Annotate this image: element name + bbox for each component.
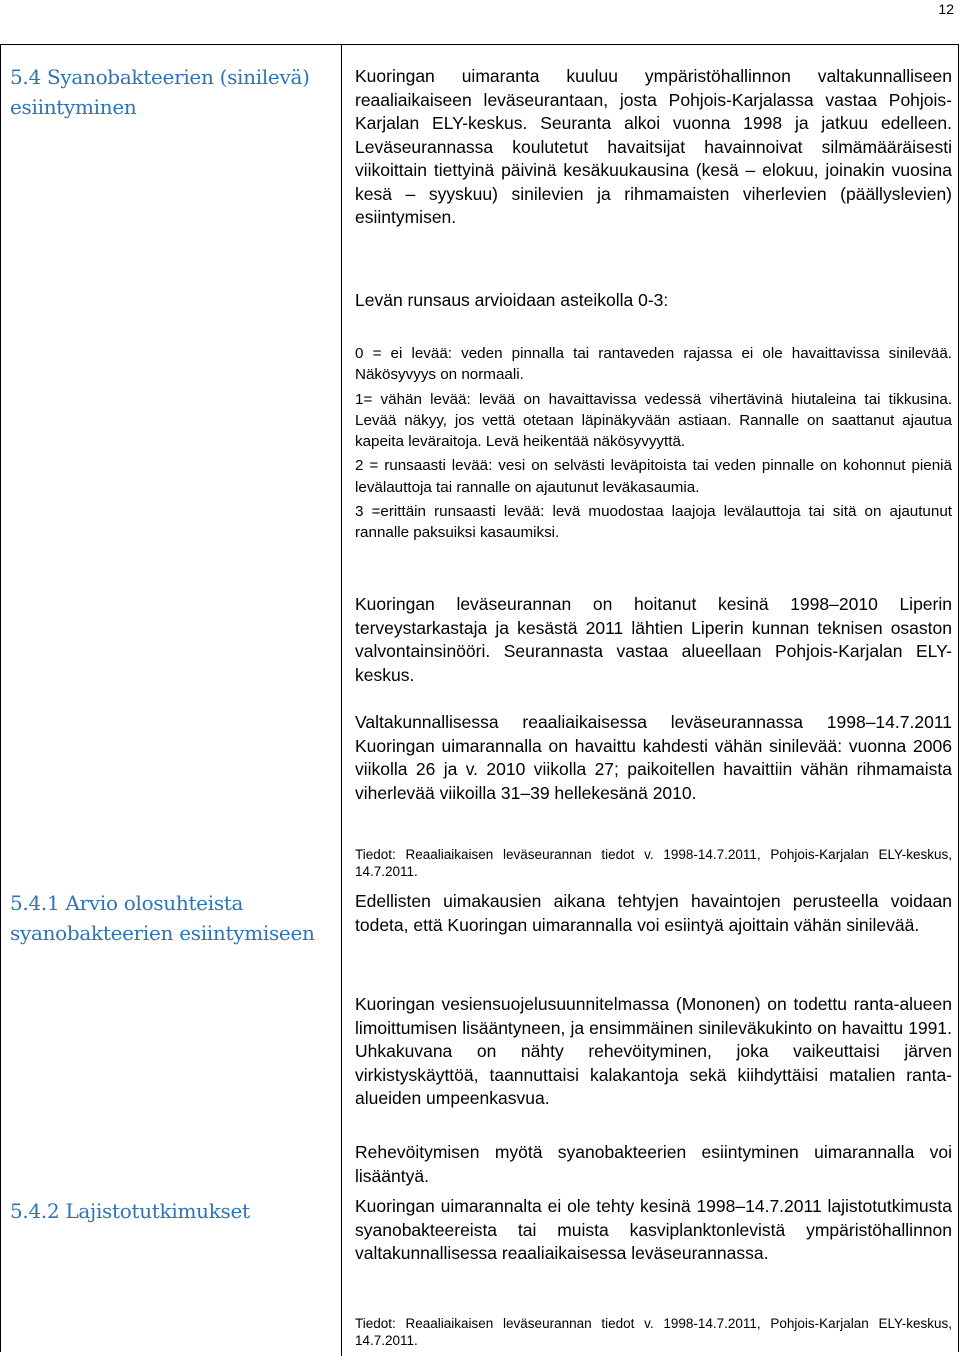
column-divider [341,44,342,1356]
national-monitoring-paragraph [355,711,952,805]
intro-paragraph [355,65,952,230]
scale-list [355,343,952,547]
source-note-1 [355,847,952,880]
heading-5-4: 5.4 Syanobakteerien (sinilevä) esiintyminen [10,65,310,119]
assessment-text: Edellisten uimakausien aikana tehtyjen havaintojen perusteella voidaan todeta, että Kuoringan uimarannalla voi esiintyä ajoittain vähän sinilevää. [355,891,952,935]
scale-item-2: 2 = runsaasti levää: vesi on selvästi leväpitoista tai veden pinnalle on kohonnut pieniä levälauttoja tai rannalle on ajautunut leväkasaumia. [355,457,952,496]
species-paragraph [355,1195,952,1266]
heading-5-4-2: 5.4.2 Lajistotutkimukset [10,1199,250,1223]
scale-intro-paragraph [355,289,952,313]
intro-text: Kuoringan uimaranta kuuluu ympäristöhallinnon valtakunnalliseen reaaliaikaiseen leväseurantaan, josta Pohjois-Karjalassa vastaa Pohjois-Karjalan ELY-keskus. Seuranta alkoi vuonna 1998 ja jatkuu edelleen. Leväseurannassa koulutetut havaitsijat havainnoivat silmämääräisesti viikoittain tiettyinä päivinä kesäkuukausina (kesä – elokuu, joinakin vuosina kesä – syyskuu) sinilevien ja rihmamaisten viherlevien (päällyslevien) esiintymisen. [355,66,952,227]
water-protection-paragraph [355,993,952,1111]
scale-intro-text: Levän runsaus arvioidaan asteikolla 0-3: [355,290,669,310]
water-protection-text: Kuoringan vesiensuojelusuunnitelmassa (Mononen) on todettu ranta-alueen limoittumisen lisääntyneen, ja ensimmäinen sinileväkukinto on havaittu 1991. Uhkakuvana on nähty rehevöityminen, joka vaikeuttaisi järven virkistyskäyttöä, taannuttaisi kalakantoja sekä kiihdyttäisi matalien ranta-alueiden umpeenkasvua. [355,994,952,1108]
eutrophication-text: Rehevöitymisen myötä syanobakteerien esiintyminen uimarannalla voi lisääntyä. [355,1142,952,1186]
eutrophication-paragraph [355,1141,952,1188]
scale-item-1: 1= vähän levää: levää on havaittavissa vedessä vihertävinä hiutaleina tai tikkusina. Levää näkyy, jos vettä otetaan läpinäkyvään astiaan. Rannalle on saattanut ajautua kapeita leväraitoja. Levä heikentää näkösyvyyttä. [355,390,952,451]
monitoring-text: Kuoringan leväseurannan on hoitanut kesinä 1998–2010 Liperin terveystarkastaja ja kesästä 2011 lähtien Liperin kunnan teknisen osaston valvontainsinööri. Seurannasta vastaa alueellaan Pohjois-Karjalan ELY-keskus. [355,594,952,685]
source-note-2-text: Tiedot: Reaaliaikaisen leväseurannan tiedot v. 1998-14.7.2011, Pohjois-Karjalan ELY-keskus, 14.7.2011. [355,1316,952,1348]
heading-5-4-1: 5.4.1 Arvio olosuhteista syanobakteerien esiintymiseen [10,891,315,945]
national-monitoring-text: Valtakunnallisessa reaaliaikaisessa leväseurannassa 1998–14.7.2011 Kuoringan uimarannalla on havaittu kahdesti vähän sinilevää: vuonna 2006 viikolla 26 ja v. 2010 viikolla 27; paikoitellen havaittiin vähän rihmamaista viherlevää viikoilla 31–39 hellekesänä 2010. [355,712,952,803]
assessment-paragraph [355,890,952,937]
scale-item-0: 0 = ei levää: veden pinnalla tai rantaveden rajassa ei ole havaittavissa sinilevää. Näkösyvyys on normaali. [355,345,952,384]
scale-item-3: 3 =erittäin runsaasti levää: levä muodostaa laajoja levälauttoja tai sitä on ajautunut rannalle paksuiksi kasaumiksi. [355,503,952,542]
page-number: 12 [938,1,954,17]
monitoring-paragraph [355,593,952,687]
species-text: Kuoringan uimarannalta ei ole tehty kesinä 1998–14.7.2011 lajistotutkimusta syanobakteereista tai muista kasviplanktonlevistä ympäristöhallinnon valtakunnallisessa reaaliaikaisessa leväseurannassa. [355,1196,952,1263]
source-note-2 [355,1316,952,1349]
source-note-1-text: Tiedot: Reaaliaikaisen leväseurannan tiedot v. 1998-14.7.2011, Pohjois-Karjalan ELY-keskus, 14.7.2011. [355,847,952,879]
